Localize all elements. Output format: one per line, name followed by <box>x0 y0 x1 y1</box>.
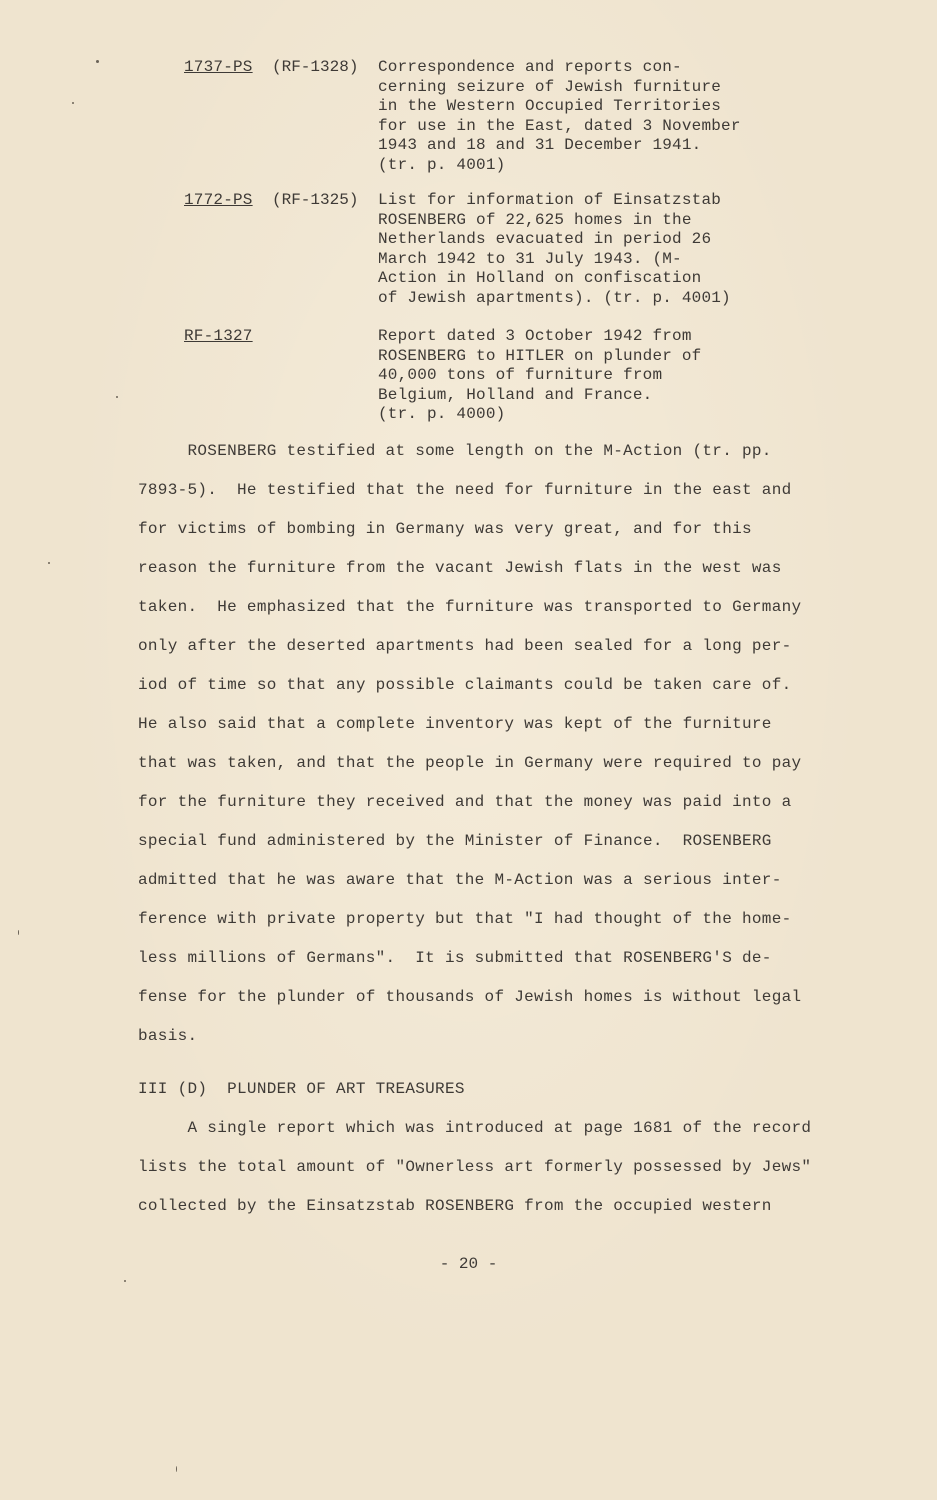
description-line: March 1942 to 31 July 1943. (M- <box>378 249 682 268</box>
paper-speck <box>18 930 19 935</box>
paper-speck <box>176 1466 177 1472</box>
description-line: Netherlands evacuated in period 26 <box>378 230 712 249</box>
page-number: - 20 - <box>439 1255 498 1273</box>
description-line: Report dated 3 October 1942 from <box>378 327 692 345</box>
description-line: for use in the East, dated 3 November <box>378 116 741 135</box>
paragraph-line: lists the total amount of "Ownerless art formerly possessed by Jews" <box>138 1158 812 1176</box>
paragraph-line: special fund administered by the Minister of Finance. ROSENBERG <box>138 832 772 850</box>
paragraph-line: ference with private property but that "I had thought of the home- <box>138 910 792 928</box>
description-line: cerning seizure of Jewish furniture <box>378 77 722 96</box>
exhibit-rf-id: (RF-1325) <box>272 191 359 209</box>
paragraph-line: for the furniture they received and that the money was paid into a <box>138 793 792 811</box>
description-line: (tr. p. 4001) <box>378 155 506 174</box>
paragraph-line: He also said that a complete inventory was kept of the furniture <box>138 715 772 733</box>
section-heading: III (D) PLUNDER OF ART TREASURES <box>138 1080 465 1098</box>
exhibit-rf-id: (RF-1328) <box>272 58 359 76</box>
exhibit-doc-id: RF-1327 <box>184 327 253 345</box>
paper-speck <box>72 102 74 104</box>
paragraph-line: taken. He emphasized that the furniture was transported to Germany <box>138 598 802 616</box>
paper-speck <box>48 562 50 564</box>
description-line: 1943 and 18 and 31 December 1941. <box>378 136 702 155</box>
paragraph-line: A single report which was introduced at page 1681 of the record <box>138 1119 812 1137</box>
paragraph-line: iod of time so that any possible claimants could be taken care of. <box>138 676 792 694</box>
exhibit-description <box>378 58 758 176</box>
paper-speck <box>124 1280 126 1282</box>
paragraph-line: ROSENBERG testified at some length on the M-Action (tr. pp. <box>138 442 772 460</box>
paragraph-line: fense for the plunder of thousands of Jewish homes is without legal <box>138 988 802 1006</box>
exhibit-description <box>378 191 758 309</box>
exhibit-description <box>378 327 758 425</box>
description-line: ROSENBERG to HITLER on plunder of <box>378 346 702 365</box>
description-line: ROSENBERG of 22,625 homes in the <box>378 210 692 229</box>
paragraph-line: less millions of Germans". It is submitted that ROSENBERG'S de- <box>138 949 772 967</box>
paper-speck <box>96 60 99 63</box>
description-line: Action in Holland on confiscation <box>378 269 702 288</box>
exhibit-doc-id: 1772-PS <box>184 191 253 209</box>
description-line: Belgium, Holland and France. <box>378 385 653 404</box>
description-line: in the Western Occupied Territories <box>378 97 722 116</box>
paragraph-line: reason the furniture from the vacant Jewish flats in the west was <box>138 559 782 577</box>
description-line: (tr. p. 4000) <box>378 405 506 424</box>
paper-speck <box>116 396 118 398</box>
paragraph-line: basis. <box>138 1027 198 1045</box>
paragraph-line: 7893-5). He testified that the need for furniture in the east and <box>138 481 792 499</box>
paragraph-line: only after the deserted apartments had been sealed for a long per- <box>138 637 792 655</box>
description-line: of Jewish apartments). (tr. p. 4001) <box>378 288 731 307</box>
description-line: List for information of Einsatzstab <box>378 191 722 209</box>
paragraph-line: for victims of bombing in Germany was very great, and for this <box>138 520 752 538</box>
paragraph-line: that was taken, and that the people in Germany were required to pay <box>138 754 802 772</box>
paragraph-line: collected by the Einsatzstab ROSENBERG from the occupied western <box>138 1197 772 1215</box>
description-line: 40,000 tons of furniture from <box>378 366 663 385</box>
paragraph-line: admitted that he was aware that the M-Action was a serious inter- <box>138 871 782 889</box>
description-line: Correspondence and reports con- <box>378 58 682 76</box>
exhibit-doc-id: 1737-PS <box>184 58 253 76</box>
